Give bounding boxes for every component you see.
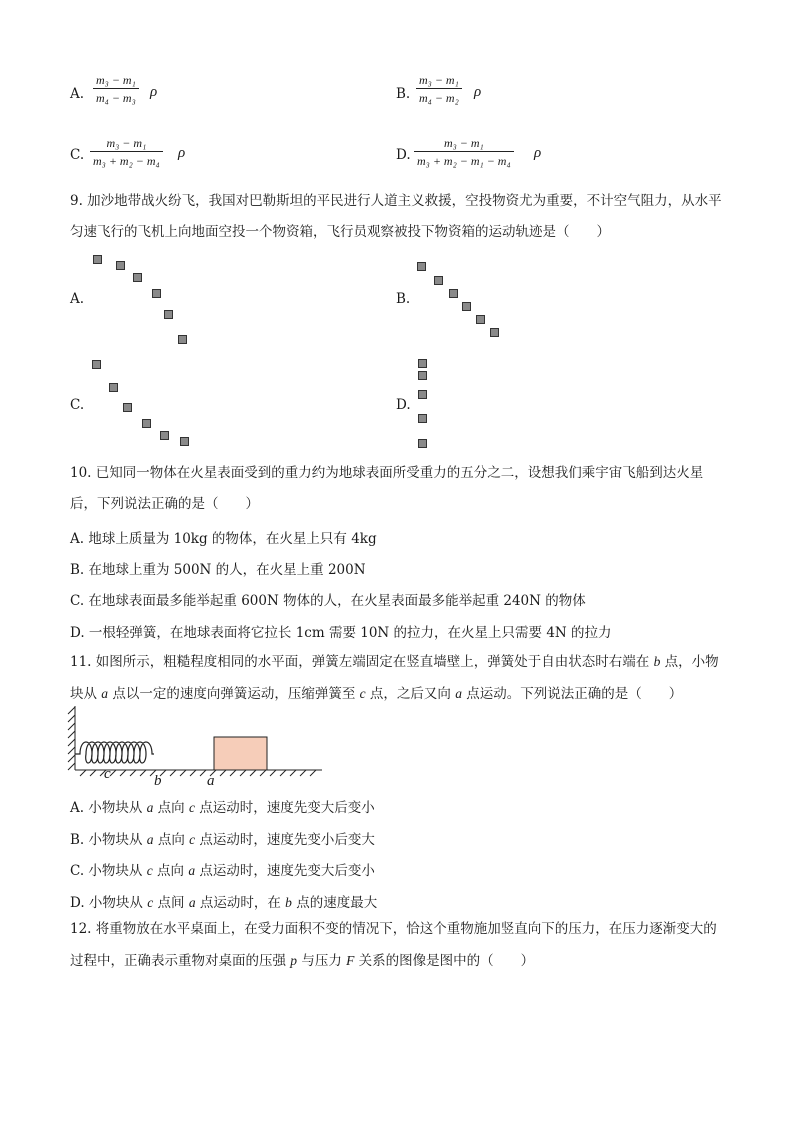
point-c: c <box>359 686 366 701</box>
q11-option-b: B. 小物块从 a 点向 c 点运动时，速度先变小后变大 <box>70 832 375 848</box>
crate-marker <box>462 302 471 311</box>
q10-stem: 10. 已知同一物体在火星表面受到的重力约为地球表面所受重力的五分之二，设想我们乘宇宙飞船到达火星后，下列说法正确的是（ ） <box>70 465 704 512</box>
q8-d-numerator: m₃ − m₁ <box>414 137 514 152</box>
q8-option-c-label: C. <box>70 147 85 163</box>
q8-a-numerator: m₃ − m₁ <box>93 74 139 89</box>
crate-marker <box>92 360 101 369</box>
q8-a-denominator: m₄ − m₃ <box>96 91 136 105</box>
q8-c-numerator: m₃ − m₁ <box>90 137 163 152</box>
q8-option-b-fraction <box>416 74 462 104</box>
q9-option-a-label: A. <box>70 291 85 307</box>
q8-a-rho: ρ <box>150 84 158 100</box>
q8-d-rho: ρ <box>534 145 542 161</box>
q8-b-denominator: m₄ − m₂ <box>419 91 459 105</box>
crate-marker <box>449 289 458 298</box>
crate-marker <box>152 289 161 298</box>
q8-option-a-fraction <box>93 74 139 104</box>
var-F: F <box>346 953 355 968</box>
diagram-label-a: a <box>207 773 215 789</box>
q8-c-rho: ρ <box>178 145 186 161</box>
point-a: a <box>101 686 109 701</box>
q9-stem: 9. 加沙地带战火纷飞，我国对巴勒斯坦的平民进行人道主义救援，空投物资尤为重要，不计空气阻力，从水平匀速飞行的飞机上向地面空投一个物资箱，飞行员观察被投下物资箱的运动轨迹是（ ） <box>70 193 722 240</box>
q9-option-c-label: C. <box>70 397 85 413</box>
crate-marker <box>418 371 427 380</box>
crate-marker <box>178 335 187 344</box>
crate-marker <box>116 261 125 270</box>
crate-marker <box>418 414 427 423</box>
q10-option-a: A. 地球上质量为 10kg 的物体，在火星上只有 4kg <box>70 531 377 547</box>
q10-option-c: C. 在地球表面最多能举起重 600N 物体的人，在火星表面最多能举起重 240N 的物体 <box>70 593 586 609</box>
crate-marker <box>160 431 169 440</box>
crate-marker <box>490 328 499 337</box>
q11-option-c: C. 小物块从 c 点向 a 点运动时，速度先变大后变小 <box>70 863 375 879</box>
crate-marker <box>417 262 426 271</box>
q8-option-b-label: B. <box>396 86 411 102</box>
q8-c-denominator: m₃ + m₂ − m₄ <box>93 154 160 168</box>
q8-option-c-fraction <box>90 137 163 167</box>
point-a: a <box>455 686 462 701</box>
crate-marker <box>434 276 443 285</box>
diagram-label-b: b <box>154 773 162 789</box>
q10-option-b: B. 在地球上重为 500N 的人，在火星上重 200N <box>70 562 366 578</box>
crate-marker <box>109 383 118 392</box>
crate-marker <box>142 419 151 428</box>
q8-d-denominator: m₃ + m₂ − m₁ − m₄ <box>417 154 511 168</box>
crate-marker <box>418 359 427 368</box>
crate-marker <box>418 390 427 399</box>
crate-marker <box>418 439 427 448</box>
q12-stem: 12. 将重物放在水平桌面上，在受力面积不变的情况下，恰这个重物施加竖直向下的压力，在压力逐渐变大的过程中，正确表示重物对桌面的压强 p 与压力 F 关系的图像是图中的（ ） <box>70 921 717 969</box>
q8-option-a-label: A. <box>70 86 85 102</box>
crate-marker <box>476 315 485 324</box>
q11-option-d: D. 小物块从 c 点间 a 点运动时，在 b 点的速度最大 <box>70 895 378 911</box>
q10-option-d: D. 一根轻弹簧，在地球表面将它拉长 1cm 需要 10N 的拉力，在火星上只需要 4N 的拉力 <box>70 625 612 641</box>
q8-b-rho: ρ <box>474 84 482 100</box>
crate-marker <box>133 273 142 282</box>
crate-marker <box>123 403 132 412</box>
q8-option-d-label: D. <box>396 147 411 163</box>
crate-marker <box>164 310 173 319</box>
spring-coil <box>75 742 154 763</box>
block <box>214 737 267 770</box>
q8-option-d-fraction <box>414 137 514 167</box>
diagram-label-c: c <box>104 766 111 782</box>
q8-b-numerator: m₃ − m₁ <box>416 74 462 89</box>
crate-marker <box>180 437 189 446</box>
q9-option-b-label: B. <box>396 291 411 307</box>
q9-option-d-label: D. <box>396 397 411 413</box>
crate-marker <box>93 255 102 264</box>
point-b: b <box>653 654 661 669</box>
var-p: p <box>290 953 298 968</box>
q11-stem: 11. 如图所示，粗糙程度相同的水平面，弹簧左端固定在竖直墙壁上，弹簧处于自由状态时右端在 b 点，小物块从 a 点以一定的速度向弹簧运动，压缩弹簧至 c 点，之后又向 a 点运动。下列说法正确的是（ ） <box>70 654 719 702</box>
q11-option-a: A. 小物块从 a 点向 c 点运动时，速度先变大后变小 <box>70 800 375 816</box>
